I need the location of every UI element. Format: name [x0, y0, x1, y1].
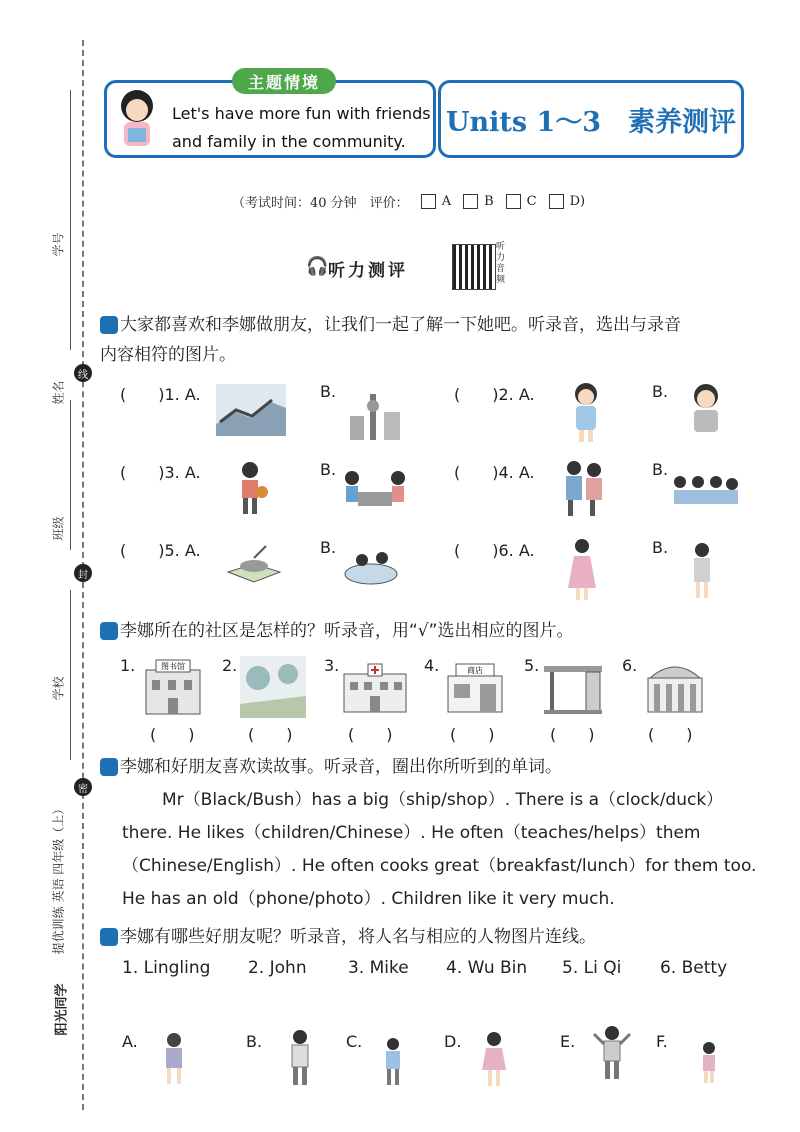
- figure-d-label: D.: [444, 1032, 462, 1051]
- museum-building-picture: [640, 656, 710, 718]
- school-label: 学校: [51, 676, 66, 701]
- figure-c-boy-picture: [376, 1036, 410, 1090]
- great-wall-picture: [216, 384, 286, 436]
- seal-badge: 封: [74, 564, 92, 582]
- s2-item-6-label: 6.: [622, 656, 638, 675]
- name-john: 2. John: [248, 958, 307, 978]
- section3-number-icon: [100, 758, 118, 776]
- section2-number-icon: [100, 622, 118, 640]
- shop-sign: 商店: [467, 666, 483, 675]
- section2-title-text: 李娜所在的社区是怎样的？听录音，用“√”选出相应的图片。: [120, 621, 574, 641]
- theme-tag: 主题情境: [232, 68, 336, 94]
- shop-building-picture: [440, 662, 510, 714]
- q4-b-label: B.: [652, 460, 669, 479]
- grade-b-label: B: [484, 194, 494, 209]
- grade-d-checkbox[interactable]: [549, 194, 564, 209]
- headphones-icon: 🎧: [306, 256, 329, 277]
- q5-b-label: B.: [320, 538, 337, 557]
- s2-blank-2[interactable]: ( ): [248, 725, 293, 744]
- section4-number-icon: [100, 928, 118, 946]
- name-wu-bin: 4. Wu Bin: [446, 958, 528, 978]
- girl-short-hair-picture: [684, 380, 728, 440]
- q6-b-label: B.: [652, 538, 669, 557]
- name-label: 姓名: [51, 380, 66, 405]
- name-li-qi: 5. Li Qi: [562, 958, 622, 978]
- story-line-1: Mr（Black/Bush）has a big（ship/shop）. There is a（clock/duck）: [162, 790, 724, 810]
- secret-badge: 密: [74, 778, 92, 796]
- section2-title: [100, 616, 573, 646]
- girl-illustration: [106, 84, 168, 152]
- city-tower-picture: [340, 388, 410, 446]
- grade-a-label: A: [441, 194, 452, 209]
- figure-f-girl-picture: [694, 1040, 724, 1086]
- q2-label: ( )2. A.: [454, 385, 535, 404]
- s2-item-1-label: 1.: [120, 656, 136, 675]
- figure-e-label: E.: [560, 1032, 576, 1051]
- s2-blank-5[interactable]: ( ): [550, 725, 595, 744]
- q1-b-label: B.: [320, 382, 337, 401]
- figure-b-label: B.: [246, 1032, 263, 1051]
- grade-d-label: D): [569, 194, 586, 209]
- girl-singing-picture: [682, 540, 722, 602]
- name-mike: 3. Mike: [348, 958, 409, 978]
- section1-number-icon: [100, 316, 118, 334]
- theme-line-2: and family in the community.: [172, 132, 406, 151]
- figure-d-girl-picture: [476, 1030, 512, 1090]
- q6-label: ( )6. A.: [454, 541, 535, 560]
- student-id-label: 学号: [51, 232, 66, 257]
- s2-item-3-label: 3.: [324, 656, 340, 675]
- s2-blank-6[interactable]: ( ): [648, 725, 693, 744]
- girl-dancing-picture: [562, 536, 602, 602]
- s2-item-5-label: 5.: [524, 656, 540, 675]
- theme-line-1: Let's have more fun with friends: [172, 104, 431, 123]
- s2-blank-1[interactable]: ( ): [150, 725, 195, 744]
- q5-label: ( )5. A.: [120, 541, 201, 560]
- time-label: （考试时间：40 分钟 评价：: [232, 196, 409, 211]
- grade-c-checkbox[interactable]: [506, 194, 521, 209]
- kids-playing-chess-picture: [340, 466, 410, 516]
- figure-a-label: A.: [122, 1032, 138, 1051]
- s2-blank-4[interactable]: ( ): [450, 725, 495, 744]
- q1-label: ( )1. A.: [120, 385, 201, 404]
- boy-playing-basketball-picture: [230, 460, 274, 520]
- unit-title: Units 1～3 素养测评: [438, 80, 744, 158]
- section3-title-text: 李娜和好朋友喜欢读故事。听录音，圈出你所听到的单词。: [120, 757, 562, 777]
- s2-item-2-label: 2.: [222, 656, 238, 675]
- library-sign: 图书馆: [161, 662, 185, 671]
- book-subtitle: 提优训练 英语 四年级（上）: [51, 802, 66, 955]
- figure-f-label: F.: [656, 1032, 668, 1051]
- name-lingling: 1. Lingling: [122, 958, 211, 978]
- cooking-pot-picture: [226, 542, 282, 588]
- section4-title: [100, 922, 596, 952]
- grade-c-label: C: [526, 194, 537, 209]
- class-line: [70, 590, 71, 760]
- section3-title: [100, 752, 562, 782]
- story-line-4: He has an old（phone/photo）. Children like it very much.: [122, 889, 615, 909]
- qr-label: 听力音频: [496, 242, 506, 285]
- q3-label: ( )3. A.: [120, 463, 201, 482]
- story-line-3: （Chinese/English）. He often cooks great（breakfast/lunch）for them too.: [122, 856, 757, 876]
- cut-line-badge: 线: [74, 364, 92, 382]
- name-betty: 6. Betty: [660, 958, 728, 978]
- girl-long-hair-picture: [566, 380, 606, 444]
- section1-title-line2: 内容相符的图片。: [100, 345, 236, 365]
- hospital-building-picture: [340, 662, 410, 714]
- s2-blank-3[interactable]: ( ): [348, 725, 393, 744]
- exam-meta: [232, 192, 585, 211]
- brand-logo: 阳光同学: [54, 983, 70, 1036]
- figure-b-boy-picture: [282, 1028, 318, 1090]
- story-text: [122, 784, 762, 916]
- park-picture: [240, 656, 306, 718]
- group-of-kids-picture: [670, 472, 740, 512]
- theme-text: [172, 100, 431, 156]
- q4-label: ( )4. A.: [454, 463, 535, 482]
- s2-item-4-label: 4.: [424, 656, 440, 675]
- library-building-picture: [140, 656, 206, 718]
- boat-with-kids-picture: [338, 540, 404, 590]
- student-id-line: [70, 90, 71, 350]
- q2-b-label: B.: [652, 382, 669, 401]
- section4-title-text: 李娜有哪些好朋友呢？听录音，将人名与相应的人物图片连线。: [120, 927, 596, 947]
- name-line: [70, 400, 71, 550]
- q3-b-label: B.: [320, 460, 337, 479]
- figure-a-girl-picture: [154, 1030, 194, 1088]
- section1-title-line1: 大家都喜欢和李娜做朋友，让我们一起了解一下她吧。听录音，选出与录音: [120, 315, 681, 335]
- section1-title: [100, 310, 681, 370]
- class-label: 班级: [51, 516, 66, 541]
- grade-a-checkbox[interactable]: [421, 194, 436, 209]
- story-line-2: there. He likes（children/Chinese）. He often（teaches/helps）them: [122, 823, 701, 843]
- bus-stop-picture: [540, 656, 606, 716]
- figure-e-boy-picture: [590, 1024, 634, 1084]
- grade-b-checkbox[interactable]: [463, 194, 478, 209]
- qr-code-icon[interactable]: [452, 244, 496, 290]
- two-boys-picture: [560, 458, 610, 520]
- figure-c-label: C.: [346, 1032, 363, 1051]
- listening-title: 听力测评: [328, 261, 408, 281]
